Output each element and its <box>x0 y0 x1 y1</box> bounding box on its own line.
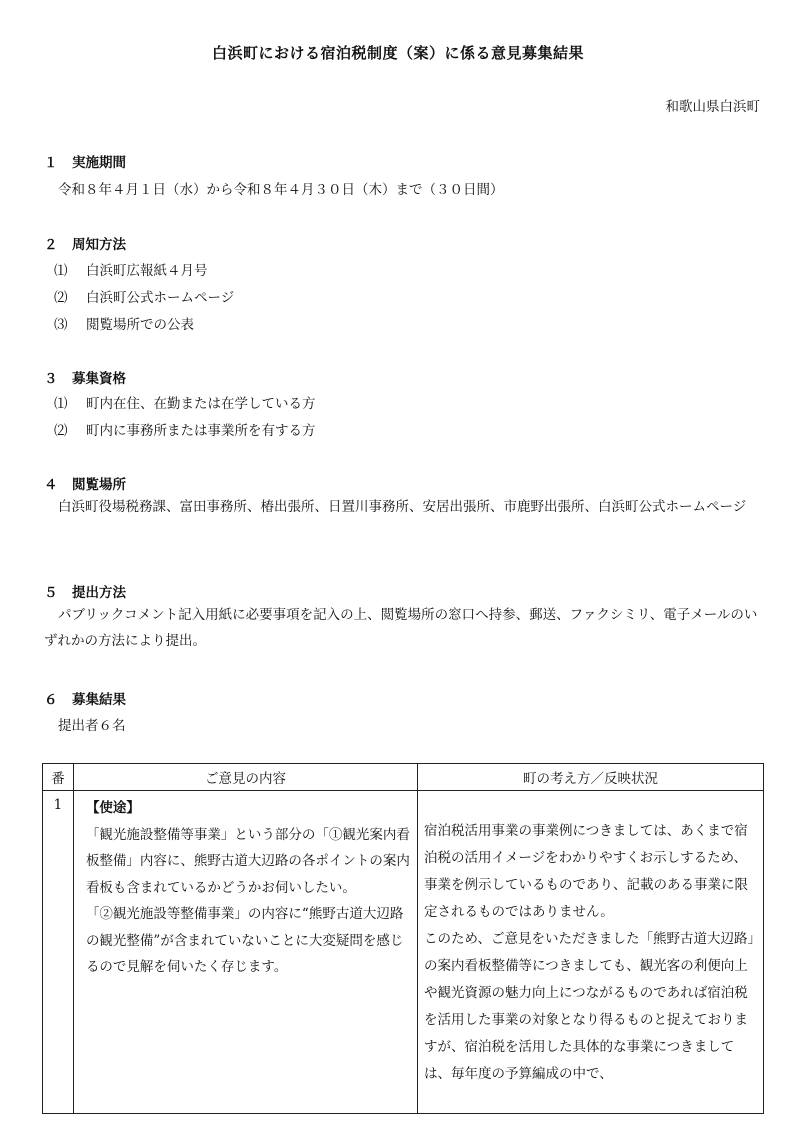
row-number: 1 <box>43 791 74 1114</box>
list-text: 町内在住、在勤または在学している方 <box>86 396 316 412</box>
response-paragraph: このため、ご意見をいただきました「熊野古道大辺路」の案内看板整備等につきましても、観光客の利便向上や観光資源の魅力向上につながるものであれば宿泊税を活用した事業の対象となり得るものと捉えておりますが、宿泊税を活用した具体的な事業につきましては、毎年度の予算編成の中で、 <box>423 931 755 1082</box>
section-number: ５ <box>44 585 58 601</box>
list-marker: ⑵ <box>54 290 68 306</box>
list-marker: ⑴ <box>54 263 68 279</box>
list-item <box>54 286 234 306</box>
opinion-paragraph: 「②観光施設等整備事業」の内容に“熊野古道大辺路の観光整備”が含まれていないことに大変疑問を感じるので見解を伺いたく存じます。 <box>85 906 404 975</box>
section-5-heading <box>44 581 126 601</box>
viewing-places-text: 白浜町役場税務課、富田事務所、椿出張所、日置川事務所、安居出張所、市鹿野出張所、白浜町公式ホームページ <box>58 499 747 515</box>
period-text: 令和８年４月１日（水）から令和８年４月３０日（木）まで（３０日間） <box>58 182 504 198</box>
list-marker: ⑶ <box>54 317 68 333</box>
header-response: 町の考え方／反映状況 <box>417 764 763 791</box>
list-text: 白浜町広報紙４月号 <box>86 263 208 279</box>
section-title: 周知方法 <box>72 237 126 253</box>
response-paragraph: 宿泊税活用事業の事業例につきましては、あくまで宿泊税の活用イメージをわかりやすくお示しするため、事業を例示しているものであり、記載のある事業に限定されるものではありません。 <box>423 823 748 920</box>
section-number: ３ <box>44 371 58 387</box>
list-text: 町内に事務所または事業所を有する方 <box>86 423 316 439</box>
list-text: 白浜町公式ホームページ <box>86 290 235 306</box>
section-number: ６ <box>44 692 58 708</box>
list-item <box>54 392 316 412</box>
section-number: ４ <box>44 477 58 493</box>
section-title: 実施期間 <box>72 155 126 171</box>
list-item <box>54 313 194 333</box>
document-title: 白浜町における宿泊税制度（案）に係る意見募集結果 <box>211 44 584 62</box>
section-3-heading <box>44 367 126 387</box>
opinion-category-tag: 【使途】 <box>85 800 140 816</box>
section-4-heading <box>44 473 126 493</box>
result-text: 提出者６名 <box>58 718 126 734</box>
list-item <box>54 259 208 279</box>
section-number: ２ <box>44 237 58 253</box>
header-number: 番 <box>43 764 74 791</box>
section-number: １ <box>44 155 58 171</box>
section-6-heading <box>44 688 126 708</box>
section-title: 提出方法 <box>72 585 126 601</box>
list-marker: ⑴ <box>54 396 68 412</box>
header-opinion: ご意見の内容 <box>73 764 417 791</box>
section-2-heading <box>44 233 126 253</box>
section-title: 募集資格 <box>72 371 126 387</box>
list-marker: ⑵ <box>54 423 68 439</box>
list-item <box>54 419 316 439</box>
list-text: 閲覧場所での公表 <box>86 317 194 333</box>
section-1-heading <box>44 151 126 171</box>
table-header-row <box>43 764 764 791</box>
submission-method-text: パブリックコメント記入用紙に必要事項を記入の上、閲覧場所の窓口へ持参、郵送、ファクシミリ、電子メールのいずれかの方法により提出。 <box>44 607 758 649</box>
section-title: 募集結果 <box>72 692 126 708</box>
organization-name: 和歌山県白浜町 <box>665 99 760 115</box>
opinions-table <box>42 763 764 1114</box>
section-title: 閲覧場所 <box>72 477 126 493</box>
opinion-paragraph: 「観光施設整備等事業」という部分の「①観光案内看板整備」内容に、熊野古道大辺路の各ポイントの案内看板も含まれているかどうかお伺いしたい。 <box>85 826 410 896</box>
table-row <box>43 791 764 1114</box>
response-cell <box>417 791 763 1114</box>
opinion-cell <box>73 791 417 1114</box>
